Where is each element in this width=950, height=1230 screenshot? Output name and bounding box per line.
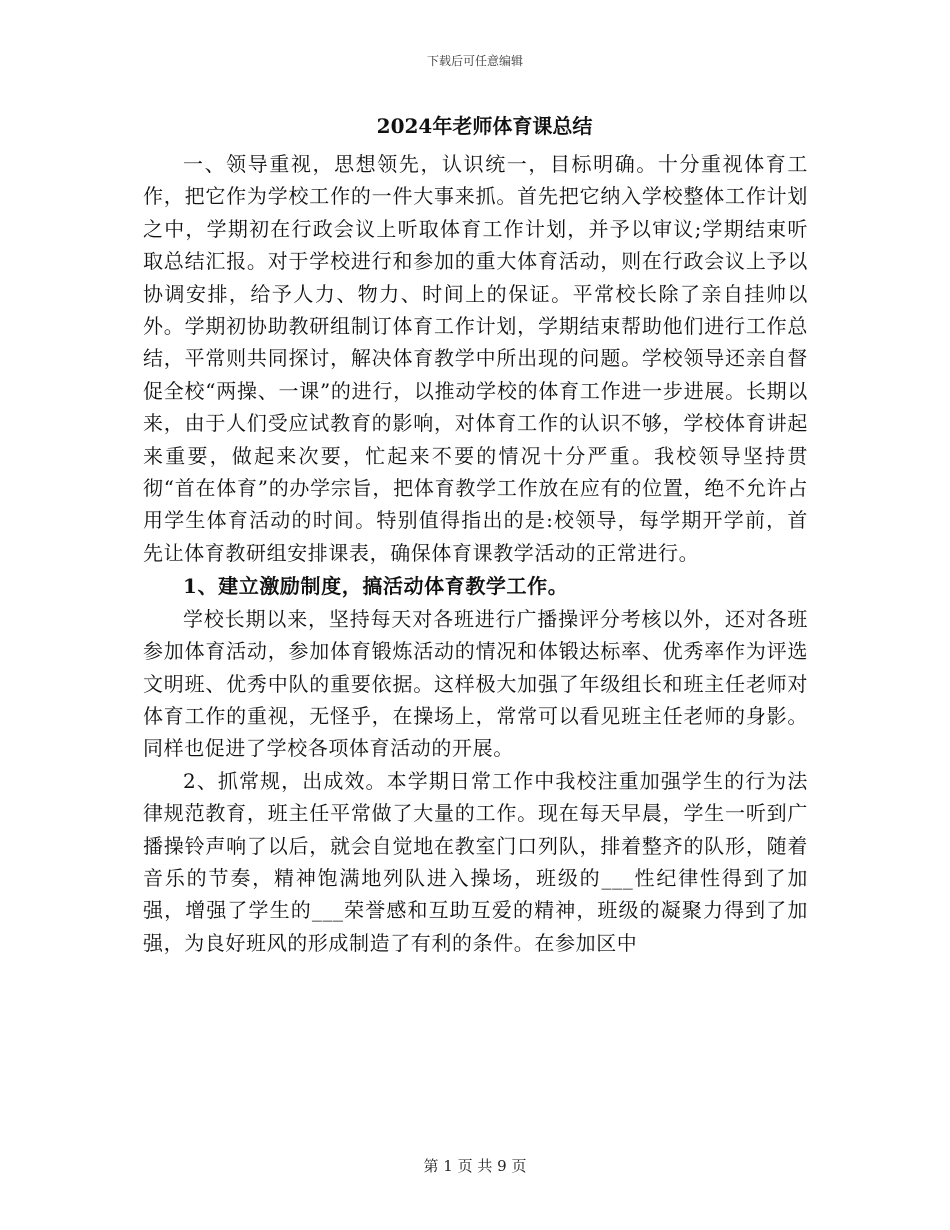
paragraph-routine: 2、抓常规，出成效。本学期日常工作中我校注重加强学生的行为法律规范教育，班主任平常做了大量的工作。现在每天早晨，学生一听到广播操铃声响了以后，就会自觉地在教室门口列队，排着整齐的队形，随着音乐的节奏，精神饱满地列队进入操场，班级的___性纪律性得到了加强，增强了学生的___荣誉感和互助互爱的精神，班级的凝聚力得到了加强，为良好班风的形成制造了有利的条件。在参加区中 xyxy=(143,768,808,955)
page-header-note: 下载后可任意编辑 xyxy=(426,54,523,68)
paragraph-leadership: 一、领导重视，思想领先，认识统一，目标明确。十分重视体育工作，把它作为学校工作的一件大事来抓。首先把它纳入学校整体工作计划之中，学期初在行政会议上听取体育工作计划，并予以审议;学期结束听取总结汇报。对于学校进行和参加的重大体育活动，则在行政会议上予以协调安排，给予人力、物力、时间上的保证。平常校长除了亲自挂帅以外。学期初协助教研组制订体育工作计划，学期结束帮助他们进行工作总结，平常则共同探讨，解决体育教学中所出现的问题。学校领导还亲自督促全校“两操、一课”的进行，以推动学校的体育工作进一步进展。长期以来，由于人们受应试教育的影响，对体育工作的认识不够，学校体育讲起来重要，做起来次要，忙起来不要的情况十分严重。我校领导坚持贯彻“首在体育”的办学宗旨，把体育教学工作放在应有的位置，绝不允许占用学生体育活动的时间。特别值得指出的是:校领导，每学期开学前，首先让体育教研组安排课表，确保体育课教学活动的正常进行。 xyxy=(143,152,808,565)
paragraph-incentive: 学校长期以来，坚持每天对各班进行广播操评分考核以外，还对各班参加体育活动，参加体育锻炼活动的情况和体锻达标率、优秀率作为评选文明班、优秀中队的重要依据。这样极大加强了年级组长和班主任老师对体育工作的重视，无怪乎，在操场上，常常可以看见班主任老师的身影。同样也促进了学校各项体育活动的开展。 xyxy=(143,606,808,761)
document-body xyxy=(143,112,808,959)
section-heading-incentive: 1、建立激励制度，搞活动体育教学工作。 xyxy=(183,574,569,599)
page-number: 第 1 页 共 9 页 xyxy=(423,1157,527,1175)
document-title: 2024年老师体育课总结 xyxy=(376,114,593,138)
